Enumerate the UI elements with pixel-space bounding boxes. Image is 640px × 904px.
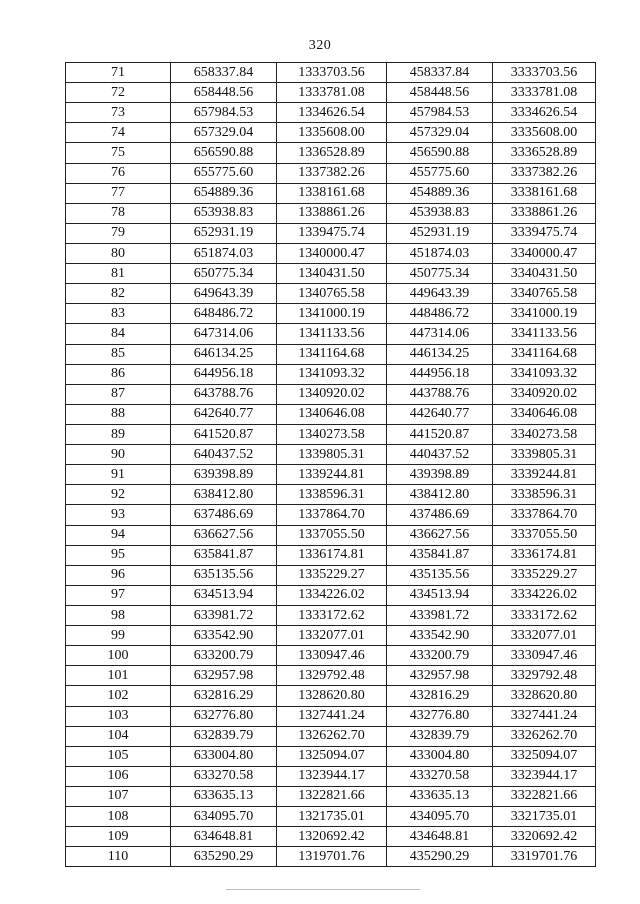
table-row bbox=[66, 485, 596, 505]
coord-x1-cell: 656590.88 bbox=[171, 143, 277, 163]
coord-y2-cell: 3322821.66 bbox=[493, 786, 596, 806]
table-row bbox=[66, 726, 596, 746]
coord-y2-cell: 3337055.50 bbox=[493, 525, 596, 545]
table-row bbox=[66, 605, 596, 625]
point-number-cell: 100 bbox=[66, 646, 171, 666]
table-row bbox=[66, 766, 596, 786]
coord-x1-cell: 632957.98 bbox=[171, 666, 277, 686]
coord-y1-cell: 1321735.01 bbox=[277, 807, 387, 827]
point-number-cell: 108 bbox=[66, 807, 171, 827]
point-number-cell: 103 bbox=[66, 706, 171, 726]
coord-y2-cell: 3340646.08 bbox=[493, 404, 596, 424]
coord-x2-cell: 439398.89 bbox=[387, 465, 493, 485]
table-row bbox=[66, 163, 596, 183]
table-row bbox=[66, 847, 596, 867]
coord-y2-cell: 3321735.01 bbox=[493, 807, 596, 827]
coord-x2-cell: 458337.84 bbox=[387, 63, 493, 83]
coord-x1-cell: 653938.83 bbox=[171, 203, 277, 223]
point-number-cell: 84 bbox=[66, 324, 171, 344]
coord-x1-cell: 636627.56 bbox=[171, 525, 277, 545]
coord-y1-cell: 1332077.01 bbox=[277, 626, 387, 646]
coord-x2-cell: 453938.83 bbox=[387, 203, 493, 223]
table-row bbox=[66, 264, 596, 284]
coord-x1-cell: 639398.89 bbox=[171, 465, 277, 485]
coord-y1-cell: 1340000.47 bbox=[277, 243, 387, 263]
coord-x1-cell: 633270.58 bbox=[171, 766, 277, 786]
coord-y2-cell: 3337382.26 bbox=[493, 163, 596, 183]
coord-x1-cell: 637486.69 bbox=[171, 505, 277, 525]
coord-x2-cell: 433200.79 bbox=[387, 646, 493, 666]
point-number-cell: 102 bbox=[66, 686, 171, 706]
coord-x2-cell: 438412.80 bbox=[387, 485, 493, 505]
point-number-cell: 93 bbox=[66, 505, 171, 525]
table-row bbox=[66, 686, 596, 706]
point-number-cell: 107 bbox=[66, 786, 171, 806]
coord-y2-cell: 3333703.56 bbox=[493, 63, 596, 83]
coord-x1-cell: 652931.19 bbox=[171, 223, 277, 243]
coord-y1-cell: 1337864.70 bbox=[277, 505, 387, 525]
table-row bbox=[66, 646, 596, 666]
coord-y1-cell: 1326262.70 bbox=[277, 726, 387, 746]
coord-y2-cell: 3340000.47 bbox=[493, 243, 596, 263]
coord-y2-cell: 3333172.62 bbox=[493, 605, 596, 625]
coord-x1-cell: 646134.25 bbox=[171, 344, 277, 364]
table-row bbox=[66, 706, 596, 726]
coord-x1-cell: 650775.34 bbox=[171, 264, 277, 284]
point-number-cell: 87 bbox=[66, 384, 171, 404]
coord-x1-cell: 633200.79 bbox=[171, 646, 277, 666]
coord-y1-cell: 1320692.42 bbox=[277, 827, 387, 847]
coord-x1-cell: 641520.87 bbox=[171, 424, 277, 444]
coord-x2-cell: 454889.36 bbox=[387, 183, 493, 203]
point-number-cell: 72 bbox=[66, 83, 171, 103]
coord-y1-cell: 1334226.02 bbox=[277, 585, 387, 605]
point-number-cell: 94 bbox=[66, 525, 171, 545]
coord-y1-cell: 1328620.80 bbox=[277, 686, 387, 706]
table-row bbox=[66, 344, 596, 364]
coord-y1-cell: 1341093.32 bbox=[277, 364, 387, 384]
coord-y2-cell: 3333781.08 bbox=[493, 83, 596, 103]
coord-y2-cell: 3320692.42 bbox=[493, 827, 596, 847]
point-number-cell: 106 bbox=[66, 766, 171, 786]
coord-y2-cell: 3334226.02 bbox=[493, 585, 596, 605]
coord-x2-cell: 434648.81 bbox=[387, 827, 493, 847]
coord-y2-cell: 3336528.89 bbox=[493, 143, 596, 163]
coord-y1-cell: 1335608.00 bbox=[277, 123, 387, 143]
point-number-cell: 86 bbox=[66, 364, 171, 384]
table-row bbox=[66, 807, 596, 827]
point-number-cell: 78 bbox=[66, 203, 171, 223]
point-number-cell: 95 bbox=[66, 545, 171, 565]
coord-x2-cell: 443788.76 bbox=[387, 384, 493, 404]
coord-x2-cell: 446134.25 bbox=[387, 344, 493, 364]
coord-y2-cell: 3340920.02 bbox=[493, 384, 596, 404]
table-row bbox=[66, 123, 596, 143]
coord-x2-cell: 433004.80 bbox=[387, 746, 493, 766]
coord-x1-cell: 647314.06 bbox=[171, 324, 277, 344]
table-row bbox=[66, 404, 596, 424]
coord-x1-cell: 658337.84 bbox=[171, 63, 277, 83]
coord-x2-cell: 447314.06 bbox=[387, 324, 493, 344]
coord-x2-cell: 434513.94 bbox=[387, 585, 493, 605]
coord-y2-cell: 3340765.58 bbox=[493, 284, 596, 304]
coord-x1-cell: 644956.18 bbox=[171, 364, 277, 384]
point-number-cell: 80 bbox=[66, 243, 171, 263]
point-number-cell: 73 bbox=[66, 103, 171, 123]
coord-x1-cell: 654889.36 bbox=[171, 183, 277, 203]
point-number-cell: 96 bbox=[66, 565, 171, 585]
coord-x1-cell: 632816.29 bbox=[171, 686, 277, 706]
coord-x2-cell: 451874.03 bbox=[387, 243, 493, 263]
coord-y2-cell: 3341093.32 bbox=[493, 364, 596, 384]
table-row bbox=[66, 183, 596, 203]
coord-x1-cell: 632839.79 bbox=[171, 726, 277, 746]
point-number-cell: 79 bbox=[66, 223, 171, 243]
point-number-cell: 88 bbox=[66, 404, 171, 424]
point-number-cell: 110 bbox=[66, 847, 171, 867]
coord-x2-cell: 432839.79 bbox=[387, 726, 493, 746]
point-number-cell: 105 bbox=[66, 746, 171, 766]
coord-x2-cell: 452931.19 bbox=[387, 223, 493, 243]
coord-y1-cell: 1341133.56 bbox=[277, 324, 387, 344]
point-number-cell: 92 bbox=[66, 485, 171, 505]
table-row bbox=[66, 565, 596, 585]
coord-x1-cell: 651874.03 bbox=[171, 243, 277, 263]
table-row bbox=[66, 243, 596, 263]
coord-x1-cell: 638412.80 bbox=[171, 485, 277, 505]
coord-y1-cell: 1323944.17 bbox=[277, 766, 387, 786]
table-row bbox=[66, 364, 596, 384]
coord-x1-cell: 633004.80 bbox=[171, 746, 277, 766]
coord-x2-cell: 456590.88 bbox=[387, 143, 493, 163]
coord-y2-cell: 3337864.70 bbox=[493, 505, 596, 525]
point-number-cell: 75 bbox=[66, 143, 171, 163]
point-number-cell: 101 bbox=[66, 666, 171, 686]
coord-x1-cell: 655775.60 bbox=[171, 163, 277, 183]
point-number-cell: 97 bbox=[66, 585, 171, 605]
coord-y1-cell: 1340431.50 bbox=[277, 264, 387, 284]
coord-y1-cell: 1339475.74 bbox=[277, 223, 387, 243]
coord-x1-cell: 643788.76 bbox=[171, 384, 277, 404]
coord-y2-cell: 3326262.70 bbox=[493, 726, 596, 746]
coord-x2-cell: 455775.60 bbox=[387, 163, 493, 183]
coord-y1-cell: 1333703.56 bbox=[277, 63, 387, 83]
coord-x1-cell: 635841.87 bbox=[171, 545, 277, 565]
coord-y2-cell: 3340431.50 bbox=[493, 264, 596, 284]
coord-y1-cell: 1336174.81 bbox=[277, 545, 387, 565]
point-number-cell: 85 bbox=[66, 344, 171, 364]
coord-x1-cell: 657984.53 bbox=[171, 103, 277, 123]
coord-x2-cell: 432816.29 bbox=[387, 686, 493, 706]
coord-y2-cell: 3341133.56 bbox=[493, 324, 596, 344]
coord-y1-cell: 1334626.54 bbox=[277, 103, 387, 123]
coord-y1-cell: 1338161.68 bbox=[277, 183, 387, 203]
point-number-cell: 89 bbox=[66, 424, 171, 444]
coord-x1-cell: 634513.94 bbox=[171, 585, 277, 605]
coord-y1-cell: 1319701.76 bbox=[277, 847, 387, 867]
coord-x1-cell: 634648.81 bbox=[171, 827, 277, 847]
coord-x2-cell: 433542.90 bbox=[387, 626, 493, 646]
coord-y1-cell: 1341000.19 bbox=[277, 304, 387, 324]
coord-x1-cell: 632776.80 bbox=[171, 706, 277, 726]
coord-y2-cell: 3334626.54 bbox=[493, 103, 596, 123]
table-row bbox=[66, 746, 596, 766]
point-number-cell: 91 bbox=[66, 465, 171, 485]
coord-y2-cell: 3338861.26 bbox=[493, 203, 596, 223]
point-number-cell: 74 bbox=[66, 123, 171, 143]
coord-x1-cell: 648486.72 bbox=[171, 304, 277, 324]
table-row bbox=[66, 284, 596, 304]
table-row bbox=[66, 424, 596, 444]
coord-x2-cell: 433635.13 bbox=[387, 786, 493, 806]
coord-x1-cell: 633635.13 bbox=[171, 786, 277, 806]
table-row bbox=[66, 666, 596, 686]
coord-y2-cell: 3335229.27 bbox=[493, 565, 596, 585]
coord-y2-cell: 3338596.31 bbox=[493, 485, 596, 505]
table-body bbox=[66, 63, 596, 867]
coord-y2-cell: 3325094.07 bbox=[493, 746, 596, 766]
coord-x2-cell: 432957.98 bbox=[387, 666, 493, 686]
coord-y2-cell: 3319701.76 bbox=[493, 847, 596, 867]
coord-x2-cell: 442640.77 bbox=[387, 404, 493, 424]
coord-y1-cell: 1335229.27 bbox=[277, 565, 387, 585]
coord-x2-cell: 434095.70 bbox=[387, 807, 493, 827]
coord-x2-cell: 450775.34 bbox=[387, 264, 493, 284]
coord-y2-cell: 3338161.68 bbox=[493, 183, 596, 203]
coord-y1-cell: 1333172.62 bbox=[277, 605, 387, 625]
table-row bbox=[66, 786, 596, 806]
coord-y1-cell: 1338861.26 bbox=[277, 203, 387, 223]
coord-y1-cell: 1338596.31 bbox=[277, 485, 387, 505]
coord-x2-cell: 440437.52 bbox=[387, 445, 493, 465]
point-number-cell: 76 bbox=[66, 163, 171, 183]
page-number: 320 bbox=[308, 38, 332, 53]
table-row bbox=[66, 384, 596, 404]
coord-y2-cell: 3339805.31 bbox=[493, 445, 596, 465]
coord-y2-cell: 3330947.46 bbox=[493, 646, 596, 666]
table-row bbox=[66, 626, 596, 646]
coord-y2-cell: 3341164.68 bbox=[493, 344, 596, 364]
coord-x1-cell: 649643.39 bbox=[171, 284, 277, 304]
footer-divider bbox=[226, 889, 420, 890]
point-number-cell: 81 bbox=[66, 264, 171, 284]
point-number-cell: 82 bbox=[66, 284, 171, 304]
coord-y1-cell: 1340765.58 bbox=[277, 284, 387, 304]
coord-y2-cell: 3341000.19 bbox=[493, 304, 596, 324]
table-row bbox=[66, 304, 596, 324]
coord-x2-cell: 435290.29 bbox=[387, 847, 493, 867]
coord-y1-cell: 1340273.58 bbox=[277, 424, 387, 444]
point-number-cell: 99 bbox=[66, 626, 171, 646]
table-row bbox=[66, 445, 596, 465]
point-number-cell: 83 bbox=[66, 304, 171, 324]
coord-x2-cell: 433981.72 bbox=[387, 605, 493, 625]
point-number-cell: 104 bbox=[66, 726, 171, 746]
point-number-cell: 71 bbox=[66, 63, 171, 83]
coord-x1-cell: 640437.52 bbox=[171, 445, 277, 465]
point-number-cell: 98 bbox=[66, 605, 171, 625]
table-row bbox=[66, 203, 596, 223]
coord-y1-cell: 1339244.81 bbox=[277, 465, 387, 485]
coord-x2-cell: 435841.87 bbox=[387, 545, 493, 565]
coord-x2-cell: 441520.87 bbox=[387, 424, 493, 444]
table-row bbox=[66, 103, 596, 123]
coord-y2-cell: 3340273.58 bbox=[493, 424, 596, 444]
coord-y1-cell: 1340646.08 bbox=[277, 404, 387, 424]
coord-y1-cell: 1329792.48 bbox=[277, 666, 387, 686]
coord-x1-cell: 633981.72 bbox=[171, 605, 277, 625]
table-row bbox=[66, 545, 596, 565]
table-row bbox=[66, 525, 596, 545]
table-row bbox=[66, 827, 596, 847]
coord-y1-cell: 1322821.66 bbox=[277, 786, 387, 806]
coord-y1-cell: 1336528.89 bbox=[277, 143, 387, 163]
coord-y1-cell: 1341164.68 bbox=[277, 344, 387, 364]
coord-y1-cell: 1339805.31 bbox=[277, 445, 387, 465]
coord-y2-cell: 3327441.24 bbox=[493, 706, 596, 726]
coord-x2-cell: 457984.53 bbox=[387, 103, 493, 123]
coord-y1-cell: 1337382.26 bbox=[277, 163, 387, 183]
coord-x2-cell: 444956.18 bbox=[387, 364, 493, 384]
table-row bbox=[66, 324, 596, 344]
coord-x2-cell: 433270.58 bbox=[387, 766, 493, 786]
coord-x1-cell: 642640.77 bbox=[171, 404, 277, 424]
coord-x1-cell: 634095.70 bbox=[171, 807, 277, 827]
table-row bbox=[66, 143, 596, 163]
coord-y1-cell: 1330947.46 bbox=[277, 646, 387, 666]
coord-x2-cell: 448486.72 bbox=[387, 304, 493, 324]
coord-y2-cell: 3329792.48 bbox=[493, 666, 596, 686]
coord-x2-cell: 458448.56 bbox=[387, 83, 493, 103]
table-row bbox=[66, 83, 596, 103]
table-row bbox=[66, 63, 596, 83]
coord-x2-cell: 449643.39 bbox=[387, 284, 493, 304]
coord-y1-cell: 1337055.50 bbox=[277, 525, 387, 545]
coord-x1-cell: 658448.56 bbox=[171, 83, 277, 103]
coord-x2-cell: 432776.80 bbox=[387, 706, 493, 726]
coord-x2-cell: 435135.56 bbox=[387, 565, 493, 585]
coord-y2-cell: 3335608.00 bbox=[493, 123, 596, 143]
coord-x2-cell: 457329.04 bbox=[387, 123, 493, 143]
coord-y1-cell: 1327441.24 bbox=[277, 706, 387, 726]
coord-x1-cell: 633542.90 bbox=[171, 626, 277, 646]
coord-y2-cell: 3339244.81 bbox=[493, 465, 596, 485]
coord-y2-cell: 3323944.17 bbox=[493, 766, 596, 786]
coord-y2-cell: 3332077.01 bbox=[493, 626, 596, 646]
coord-y1-cell: 1325094.07 bbox=[277, 746, 387, 766]
point-number-cell: 109 bbox=[66, 827, 171, 847]
coord-x1-cell: 635135.56 bbox=[171, 565, 277, 585]
coord-x2-cell: 437486.69 bbox=[387, 505, 493, 525]
coord-y1-cell: 1340920.02 bbox=[277, 384, 387, 404]
coord-x2-cell: 436627.56 bbox=[387, 525, 493, 545]
coord-x1-cell: 635290.29 bbox=[171, 847, 277, 867]
coord-x1-cell: 657329.04 bbox=[171, 123, 277, 143]
coordinates-table bbox=[65, 62, 596, 867]
coord-y2-cell: 3336174.81 bbox=[493, 545, 596, 565]
table-row bbox=[66, 223, 596, 243]
point-number-cell: 90 bbox=[66, 445, 171, 465]
table-row bbox=[66, 505, 596, 525]
coord-y2-cell: 3328620.80 bbox=[493, 686, 596, 706]
table-row bbox=[66, 465, 596, 485]
coord-y1-cell: 1333781.08 bbox=[277, 83, 387, 103]
table-row bbox=[66, 585, 596, 605]
coord-y2-cell: 3339475.74 bbox=[493, 223, 596, 243]
point-number-cell: 77 bbox=[66, 183, 171, 203]
